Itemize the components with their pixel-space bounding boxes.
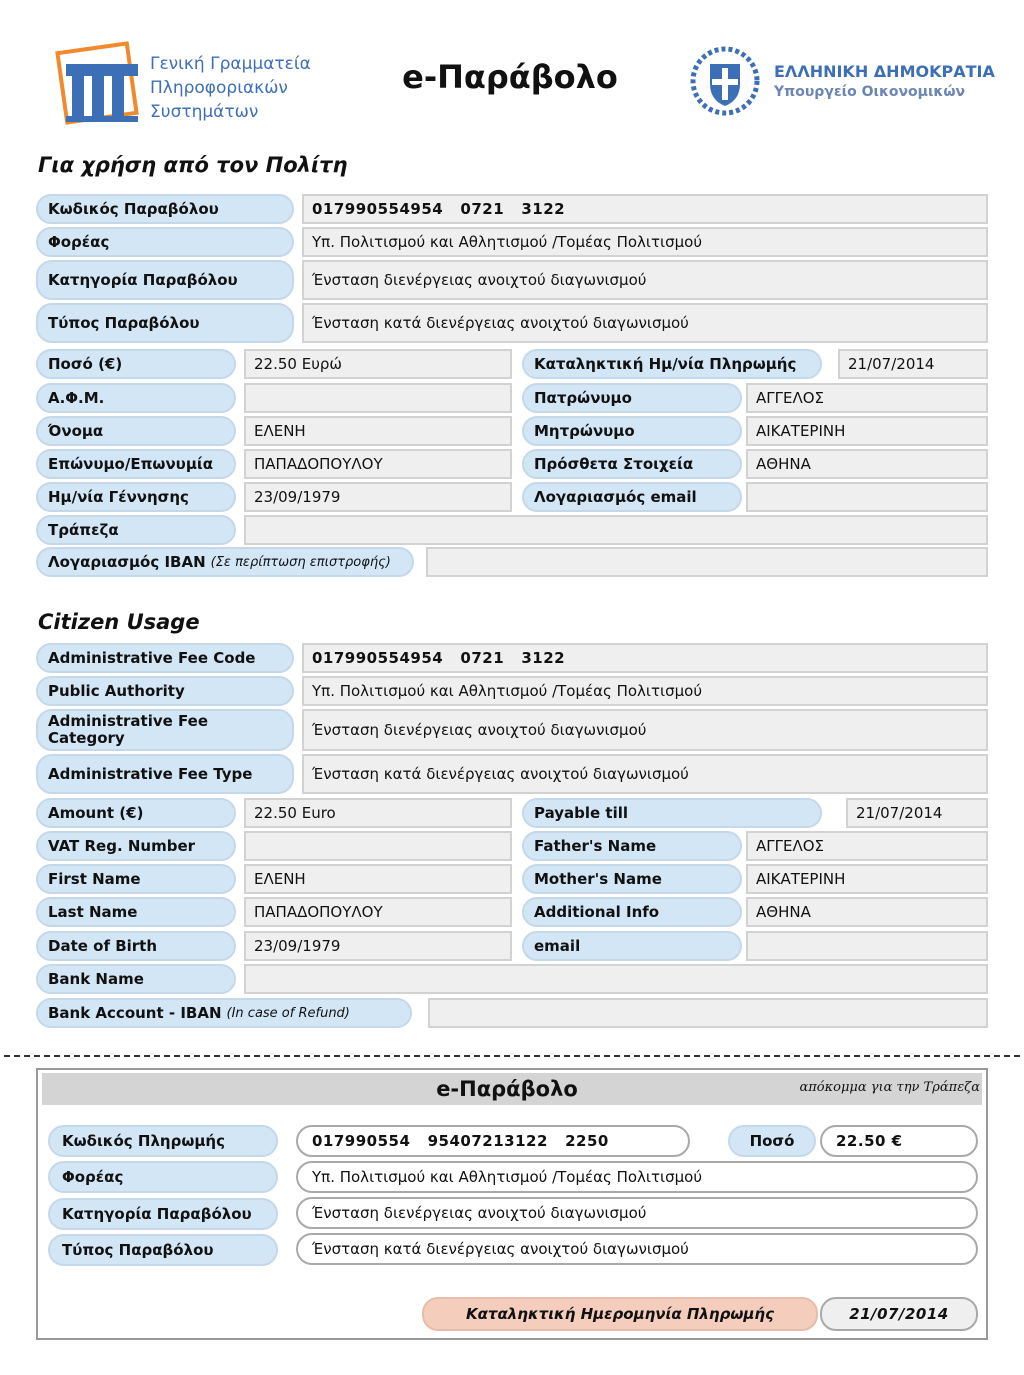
iban-note: (Σε περίπτωση επιστροφής): [210, 554, 391, 570]
en-authority-value: Υπ. Πολιτισμού και Αθλητισμού /Τομέας Πολιτισμού: [302, 676, 988, 706]
en-fee-code-label: Administrative Fee Code: [36, 643, 294, 673]
stub-deadline-label: Καταληκτική Ημερομηνία Πληρωμής: [422, 1297, 818, 1331]
en-bank-value: [244, 964, 988, 994]
stub-type-value: Ένσταση κατά διενέργειας ανοιχτού διαγωνισμού: [296, 1233, 978, 1265]
en-bank-label: Bank Name: [36, 964, 236, 994]
dob-value: 23/09/1979: [244, 482, 512, 512]
gsis-logo-line-1: Γενική Γραμματεία: [150, 54, 311, 74]
en-type-label: Administrative Fee Type: [36, 754, 294, 794]
last-name-label: Επώνυμο/Επωνυμία: [36, 449, 236, 479]
father-label: Πατρώνυμο: [522, 383, 742, 413]
fee-code-value: 017990554954 0721 3122: [302, 194, 988, 224]
stub-category-label: Κατηγορία Παραβόλου: [48, 1198, 278, 1230]
email-value: [746, 482, 988, 512]
en-deadline-value: 21/07/2014: [846, 798, 988, 828]
stub-type-label: Τύπος Παραβόλου: [48, 1234, 278, 1266]
bank-stub-title: e-Παράβολο: [436, 1077, 578, 1101]
fee-code-label: Κωδικός Παραβόλου: [36, 194, 294, 224]
en-mother-value: ΑΙΚΑΤΕΡΙΝΗ: [746, 864, 988, 894]
en-mother-label: Mother's Name: [522, 864, 742, 894]
greek-section-title: Για χρήση από τον Πολίτη: [38, 153, 348, 177]
en-type-value: Ένσταση κατά διενέργειας ανοιχτού διαγωνισμού: [302, 754, 988, 794]
en-authority-label: Public Authority: [36, 676, 294, 706]
stub-amount-value: 22.50 €: [820, 1125, 978, 1157]
en-iban-label: [36, 998, 412, 1028]
additional-value: ΑΘΗΝΑ: [746, 449, 988, 479]
en-last-name-label: Last Name: [36, 897, 236, 927]
gsis-logo-icon: [52, 40, 144, 130]
stub-deadline-value: 21/07/2014: [820, 1297, 978, 1331]
amount-value: 22.50 Ευρώ: [244, 349, 512, 379]
gsis-logo-line-3: Συστημάτων: [150, 102, 259, 122]
gsis-logo: [52, 40, 312, 130]
bank-value: [244, 515, 988, 545]
deadline-value: 21/07/2014: [838, 349, 988, 379]
en-first-name-value: ΕΛΕΝΗ: [244, 864, 512, 894]
en-additional-label: Additional Info: [522, 897, 742, 927]
en-last-name-value: ΠΑΠΑΔΟΠΟΥΛΟΥ: [244, 897, 512, 927]
category-value: Ένσταση διενέργειας ανοιχτού διαγωνισμού: [302, 260, 988, 300]
stub-category-value: Ένσταση διενέργειας ανοιχτού διαγωνισμού: [296, 1197, 978, 1229]
stub-payment-code-label: Κωδικός Πληρωμής: [48, 1125, 278, 1157]
bank-stub-subtitle: απόκομμα για την Τράπεζα: [799, 1080, 980, 1095]
mother-value: ΑΙΚΑΤΕΡΙΝΗ: [746, 416, 988, 446]
authority-label: Φορέας: [36, 227, 294, 257]
ministry-name: Υπουργείο Οικονομικών: [774, 84, 966, 100]
bank-label: Τράπεζα: [36, 515, 236, 545]
father-value: ΑΓΓΕΛΟΣ: [746, 383, 988, 413]
en-iban-value: [428, 998, 988, 1028]
en-iban-label-text: Bank Account - IBAN: [48, 1003, 222, 1022]
dob-label: Ημ/νία Γέννησης: [36, 482, 236, 512]
amount-label: Ποσό (€): [36, 349, 236, 379]
cut-line: [4, 1055, 1020, 1057]
en-iban-note: (In case of Refund): [226, 1005, 350, 1021]
en-first-name-label: First Name: [36, 864, 236, 894]
type-value: Ένσταση κατά διενέργειας ανοιχτού διαγωνισμού: [302, 303, 988, 343]
en-email-label: email: [522, 931, 742, 961]
en-category-label: Administrative Fee Category: [36, 709, 294, 751]
stub-authority-value: Υπ. Πολιτισμού και Αθλητισμού /Τομέας Πολιτισμού: [296, 1161, 978, 1193]
gsis-logo-line-2: Πληροφοριακών: [150, 78, 288, 98]
republic-logo: [690, 46, 1000, 116]
page-title: e-Παράβολο: [402, 58, 618, 96]
en-amount-value: 22.50 Euro: [244, 798, 512, 828]
type-label: Τύπος Παραβόλου: [36, 303, 294, 343]
iban-label: [36, 547, 414, 577]
en-vat-value: [244, 831, 512, 861]
en-amount-label: Amount (€): [36, 798, 236, 828]
category-label: Κατηγορία Παραβόλου: [36, 260, 294, 300]
iban-label-text: Λογαριασμός IBAN: [48, 552, 206, 571]
stub-amount-label: Ποσό: [728, 1125, 816, 1157]
email-label: Λογαριασμός email: [522, 482, 742, 512]
en-fee-code-value: 017990554954 0721 3122: [302, 643, 988, 673]
greek-coat-of-arms-icon: [690, 46, 760, 116]
vat-label: Α.Φ.Μ.: [36, 383, 236, 413]
last-name-value: ΠΑΠΑΔΟΠΟΥΛΟΥ: [244, 449, 512, 479]
vat-value: [244, 383, 512, 413]
en-vat-label: VAT Reg. Number: [36, 831, 236, 861]
en-category-value: Ένσταση διενέργειας ανοιχτού διαγωνισμού: [302, 709, 988, 751]
stub-authority-label: Φορέας: [48, 1161, 278, 1193]
en-additional-value: ΑΘΗΝΑ: [746, 897, 988, 927]
republic-name: ΕΛΛΗΝΙΚΗ ΔΗΜΟΚΡΑΤΙΑ: [774, 62, 995, 81]
en-deadline-label: Payable till: [522, 798, 822, 828]
first-name-label: Όνομα: [36, 416, 236, 446]
iban-value: [426, 547, 988, 577]
en-father-label: Father's Name: [522, 831, 742, 861]
additional-label: Πρόσθετα Στοιχεία: [522, 449, 742, 479]
en-dob-label: Date of Birth: [36, 931, 236, 961]
en-email-value: [746, 931, 988, 961]
en-dob-value: 23/09/1979: [244, 931, 512, 961]
en-father-value: ΑΓΓΕΛΟΣ: [746, 831, 988, 861]
english-section-title: Citizen Usage: [38, 610, 200, 634]
first-name-value: ΕΛΕΝΗ: [244, 416, 512, 446]
mother-label: Μητρώνυμο: [522, 416, 742, 446]
deadline-label: Καταληκτική Ημ/νία Πληρωμής: [522, 349, 822, 379]
stub-payment-code-value: 017990554 95407213122 2250: [296, 1125, 690, 1157]
authority-value: Υπ. Πολιτισμού και Αθλητισμού /Τομέας Πολιτισμού: [302, 227, 988, 257]
